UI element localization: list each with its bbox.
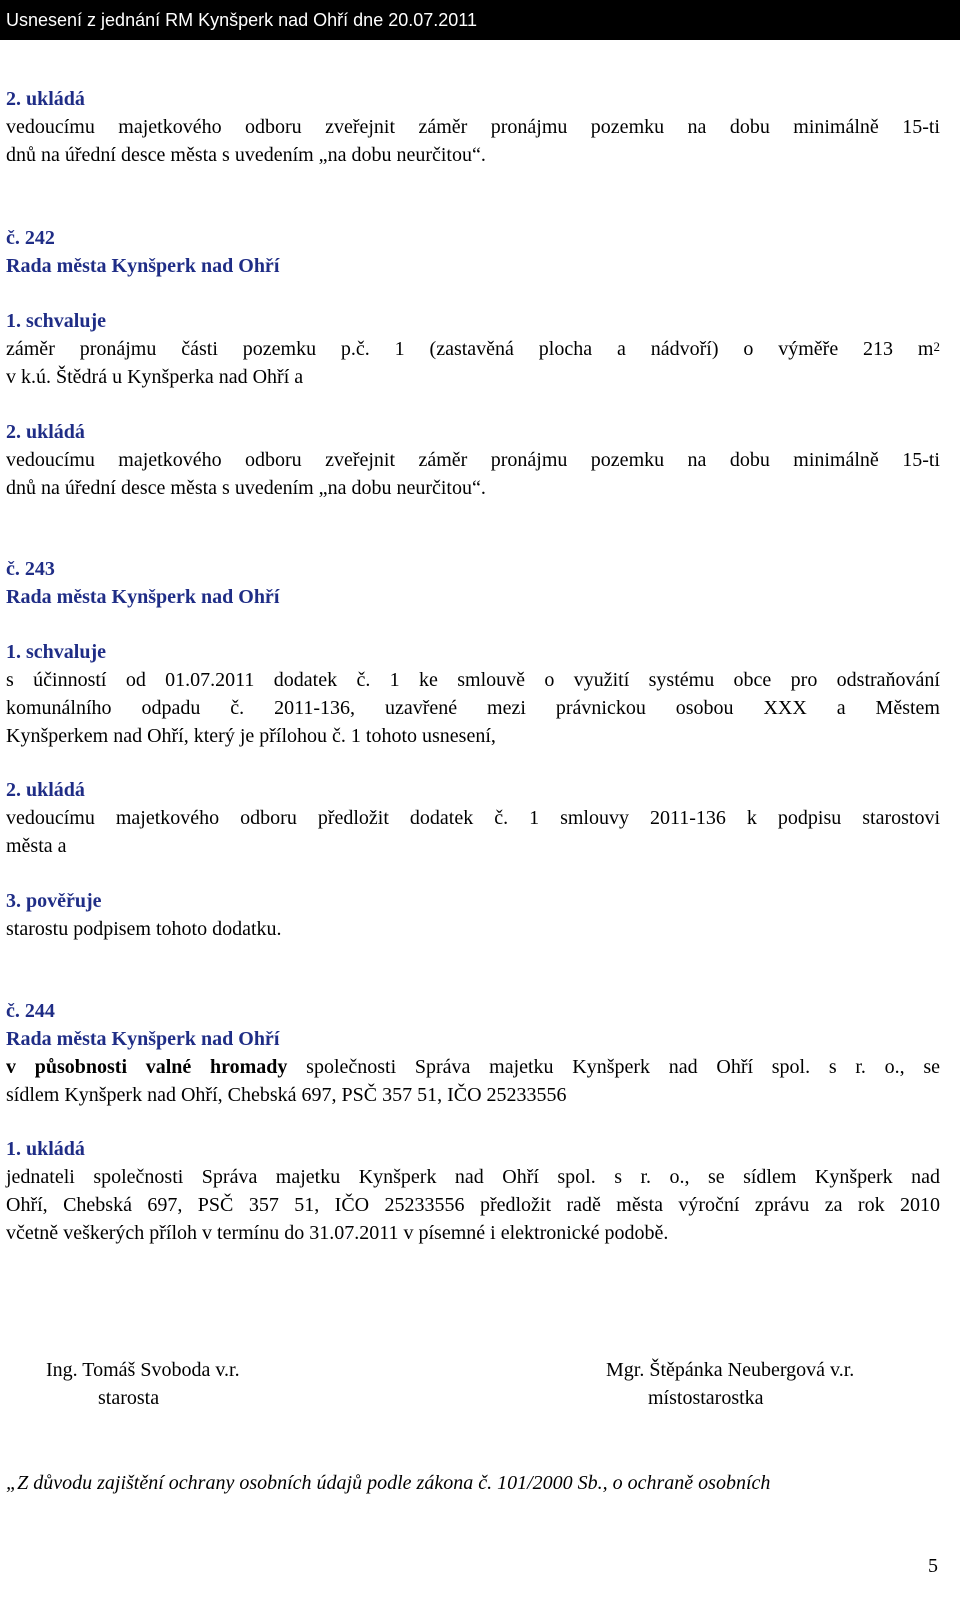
paragraph-line: Kynšperkem nad Ohří, který je přílohou č. 1 tohoto usnesení, [6, 725, 496, 747]
page-number: 5 [928, 1555, 938, 1577]
paragraph-line: včetně veškerých příloh v termínu do 31.07.2011 v písemné i elektronické podobě. [6, 1222, 669, 1244]
resolution-continuation [6, 85, 940, 169]
paragraph-line: v k.ú. Štědrá u Kynšperka nad Ohří a [6, 366, 304, 388]
resolution-number: č. 244 [6, 1000, 55, 1022]
section-heading: 3. pověřuje [6, 890, 102, 912]
signature-left [46, 1356, 240, 1412]
section-heading: 1. schvaluje [6, 310, 106, 332]
paragraph-text: společnosti Správa majetku Kynšperk nad Ohří spol. s r. o., se [287, 1056, 940, 1078]
paragraph-line: dnů na úřední desce města s uvedením „na dobu neurčitou“. [6, 477, 486, 499]
paragraph-line: dnů na úřední desce města s uvedením „na dobu neurčitou“. [6, 144, 486, 166]
signatory-role: starosta [98, 1387, 160, 1409]
paragraph-line: sídlem Kynšperk nad Ohří, Chebská 697, PSČ 357 51, IČO 25233556 [6, 1084, 567, 1106]
paragraph-line: jednateli společnosti Správa majetku Kynšperk nad Ohří spol. s r. o., se sídlem Kynšperk nad [6, 1166, 940, 1188]
paragraph-line: vedoucímu majetkového odboru zveřejnit záměr pronájmu pozemku na dobu minimálně 15-ti [6, 116, 940, 138]
signatory-name: Mgr. Štěpánka Neubergová v.r. [606, 1359, 855, 1381]
resolution-243-point-3 [6, 887, 940, 943]
signatory-role: místostarostka [648, 1387, 764, 1409]
paragraph-line: města a [6, 835, 67, 857]
resolution-242 [6, 224, 940, 280]
signature-right [606, 1356, 854, 1412]
section-heading: 2. ukládá [6, 779, 85, 801]
resolution-243-point-2 [6, 776, 940, 860]
section-heading: 1. schvaluje [6, 641, 106, 663]
section-heading: 2. ukládá [6, 88, 85, 110]
resolution-body: Rada města Kynšperk nad Ohří [6, 586, 280, 608]
resolution-243-point-1 [6, 638, 940, 750]
resolution-242-point-2 [6, 418, 940, 502]
paragraph-line: Ohří, Chebská 697, PSČ 357 51, IČO 25233556 předložit radě města výroční zprávu za rok 2010 [6, 1194, 940, 1216]
paragraph-line: vedoucímu majetkového odboru zveřejnit záměr pronájmu pozemku na dobu minimálně 15-ti [6, 449, 940, 471]
superscript: 2 [933, 339, 940, 354]
section-heading: 2. ukládá [6, 421, 85, 443]
paragraph-line: vedoucímu majetkového odboru předložit dodatek č. 1 smlouvy 2011-136 k podpisu starostovi [6, 807, 940, 829]
resolution-244-point-1 [6, 1135, 940, 1247]
resolution-243 [6, 555, 940, 611]
paragraph-line: s účinností od 01.07.2011 dodatek č. 1 ke smlouvě o využití systému obce pro odstraňování [6, 669, 940, 691]
resolution-number: č. 243 [6, 558, 55, 580]
resolution-244 [6, 997, 940, 1109]
paragraph-line [6, 335, 940, 363]
section-heading: 1. ukládá [6, 1138, 85, 1160]
document-header: Usnesení z jednání RM Kynšperk nad Ohří dne 20.07.2011 [0, 0, 960, 40]
paragraph-line: starostu podpisem tohoto dodatku. [6, 918, 282, 940]
signatory-name: Ing. Tomáš Svoboda v.r. [46, 1359, 240, 1381]
competence-phrase: v působnosti valné hromady [6, 1056, 288, 1078]
resolution-242-point-1 [6, 307, 940, 391]
paragraph-line: komunálního odpadu č. 2011-136, uzavřené mezi právnickou osobou XXX a Městem [6, 697, 940, 719]
privacy-note [6, 1469, 940, 1497]
resolution-number: č. 242 [6, 227, 55, 249]
resolution-body: Rada města Kynšperk nad Ohří [6, 1028, 280, 1050]
paragraph-line: „Z důvodu zajištění ochrany osobních údajů podle zákona č. 101/2000 Sb., o ochraně osobních [6, 1472, 771, 1494]
paragraph-text: záměr pronájmu části pozemku p.č. 1 (zastavěná plocha a nádvoří) o výměře 213 m [6, 338, 934, 360]
paragraph-line [6, 1053, 940, 1081]
resolution-body: Rada města Kynšperk nad Ohří [6, 255, 280, 277]
